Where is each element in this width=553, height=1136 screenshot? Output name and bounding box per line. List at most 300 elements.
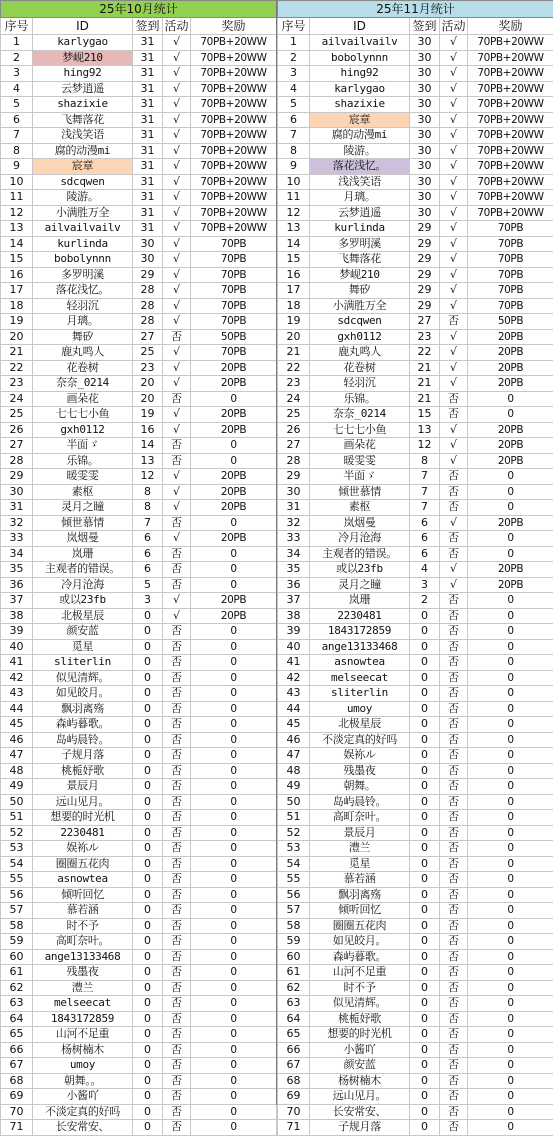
row-reward: 0	[468, 1042, 553, 1058]
november-stats-panel	[277, 0, 553, 1136]
row-index: 22	[278, 360, 310, 376]
table-row	[278, 329, 553, 345]
row-id: 朝舞。	[310, 779, 410, 795]
row-activity: √	[163, 422, 191, 438]
row-reward: 0	[191, 686, 277, 702]
row-checkin: 30	[410, 205, 440, 221]
row-activity: √	[440, 298, 468, 314]
table-row	[278, 996, 553, 1012]
table-row	[1, 159, 277, 175]
row-activity: 否	[163, 980, 191, 996]
table-row	[1, 1120, 277, 1136]
row-id: 飞舞落花	[310, 252, 410, 268]
table-row	[1, 66, 277, 82]
table-row	[1, 701, 277, 717]
row-index: 1	[278, 35, 310, 51]
row-index: 27	[278, 438, 310, 454]
table-row	[1, 1073, 277, 1089]
row-activity: √	[440, 515, 468, 531]
row-activity: 否	[440, 655, 468, 671]
table-row	[1, 639, 277, 655]
row-index: 11	[278, 190, 310, 206]
row-activity: 否	[440, 763, 468, 779]
row-reward: 0	[468, 391, 553, 407]
row-activity: √	[163, 159, 191, 175]
table-row	[278, 407, 553, 423]
row-checkin: 27	[410, 314, 440, 330]
table-row	[1, 484, 277, 500]
row-id: 慕若涵	[310, 872, 410, 888]
row-activity: 否	[163, 391, 191, 407]
row-index: 57	[278, 903, 310, 919]
table-row	[278, 965, 553, 981]
row-reward: 70PB+20WW	[468, 66, 553, 82]
row-id: 飘羽离殇	[33, 701, 133, 717]
row-id: 灵月之瞳	[310, 577, 410, 593]
row-reward: 20PB	[191, 376, 277, 392]
row-activity: √	[440, 35, 468, 51]
row-checkin: 0	[410, 825, 440, 841]
row-checkin: 29	[410, 252, 440, 268]
row-activity: 否	[163, 577, 191, 593]
row-index: 54	[1, 856, 33, 872]
row-index: 47	[1, 748, 33, 764]
table-row	[1, 577, 277, 593]
row-checkin: 0	[410, 1011, 440, 1027]
row-reward: 70PB	[191, 345, 277, 361]
row-index: 31	[1, 500, 33, 516]
row-activity: √	[163, 190, 191, 206]
row-checkin: 0	[133, 841, 163, 857]
table-row	[278, 1089, 553, 1105]
row-id: 月璃。	[33, 314, 133, 330]
row-reward: 0	[191, 825, 277, 841]
row-index: 70	[278, 1104, 310, 1120]
row-index: 42	[1, 670, 33, 686]
row-activity: √	[440, 422, 468, 438]
row-index: 62	[278, 980, 310, 996]
row-checkin: 6	[133, 531, 163, 547]
row-activity: √	[440, 143, 468, 159]
row-activity: 否	[440, 593, 468, 609]
row-checkin: 29	[410, 298, 440, 314]
row-checkin: 0	[410, 1089, 440, 1105]
table-row	[1, 624, 277, 640]
october-title-row	[1, 1, 277, 18]
row-activity: 否	[163, 794, 191, 810]
row-activity: √	[440, 97, 468, 113]
table-row	[278, 112, 553, 128]
row-activity: 否	[163, 686, 191, 702]
row-id: 主观者的错误。	[310, 546, 410, 562]
row-reward: 70PB+20WW	[191, 128, 277, 144]
table-row	[278, 453, 553, 469]
row-index: 64	[278, 1011, 310, 1027]
row-checkin: 0	[133, 655, 163, 671]
table-row	[1, 376, 277, 392]
row-activity: √	[163, 593, 191, 609]
row-id: 或以23fb	[310, 562, 410, 578]
row-checkin: 0	[133, 825, 163, 841]
row-checkin: 30	[410, 81, 440, 97]
row-id: 梦岘210	[33, 50, 133, 66]
row-id: 山河不足重	[310, 965, 410, 981]
row-index: 62	[1, 980, 33, 996]
row-reward: 0	[468, 546, 553, 562]
row-reward: 0	[468, 469, 553, 485]
row-activity: √	[440, 221, 468, 237]
row-index: 66	[1, 1042, 33, 1058]
row-index: 49	[1, 779, 33, 795]
row-reward: 0	[468, 887, 553, 903]
table-row	[1, 314, 277, 330]
row-index: 17	[1, 283, 33, 299]
row-reward: 70PB+20WW	[468, 50, 553, 66]
row-checkin: 0	[410, 686, 440, 702]
row-id: 画朵花	[33, 391, 133, 407]
row-id: 1843172859	[33, 1011, 133, 1027]
row-index: 61	[278, 965, 310, 981]
row-index: 42	[278, 670, 310, 686]
table-row	[1, 205, 277, 221]
row-activity: √	[163, 407, 191, 423]
row-checkin: 0	[410, 934, 440, 950]
row-activity: 否	[440, 1011, 468, 1027]
row-id: melseecat	[33, 996, 133, 1012]
row-activity: 否	[440, 949, 468, 965]
row-checkin: 0	[410, 1058, 440, 1074]
row-index: 58	[1, 918, 33, 934]
row-activity: 否	[440, 934, 468, 950]
row-reward: 0	[191, 1042, 277, 1058]
row-reward: 0	[191, 872, 277, 888]
row-reward: 0	[468, 949, 553, 965]
row-index: 13	[278, 221, 310, 237]
row-reward: 20PB	[468, 329, 553, 345]
row-reward: 0	[468, 686, 553, 702]
row-index: 69	[278, 1089, 310, 1105]
row-index: 70	[1, 1104, 33, 1120]
table-row	[278, 841, 553, 857]
row-checkin: 0	[133, 763, 163, 779]
row-activity: √	[440, 205, 468, 221]
row-checkin: 0	[410, 701, 440, 717]
table-row	[278, 825, 553, 841]
row-activity: 否	[440, 531, 468, 547]
table-row	[1, 221, 277, 237]
row-reward: 70PB	[191, 283, 277, 299]
row-id: sdcqwen	[33, 174, 133, 190]
table-row	[1, 608, 277, 624]
row-reward: 70PB	[191, 267, 277, 283]
table-row	[1, 515, 277, 531]
row-index: 38	[278, 608, 310, 624]
row-index: 60	[1, 949, 33, 965]
row-reward: 0	[191, 1058, 277, 1074]
row-activity: 否	[440, 1027, 468, 1043]
row-id: 倾世慕情	[310, 484, 410, 500]
table-row	[278, 360, 553, 376]
row-checkin: 31	[133, 35, 163, 51]
row-id: 远山见月。	[310, 1089, 410, 1105]
row-checkin: 31	[133, 128, 163, 144]
row-id: 素枢	[310, 500, 410, 516]
row-id: 乐锦。	[33, 453, 133, 469]
header-checkin: 签到	[133, 18, 163, 35]
row-id: 想要的时光机	[33, 810, 133, 826]
row-reward: 0	[468, 934, 553, 950]
row-checkin: 2	[410, 593, 440, 609]
table-row	[278, 686, 553, 702]
row-reward: 70PB+20WW	[191, 221, 277, 237]
row-index: 61	[1, 965, 33, 981]
table-row	[278, 1011, 553, 1027]
row-checkin: 30	[410, 66, 440, 82]
row-reward: 0	[191, 763, 277, 779]
row-reward: 70PB+20WW	[468, 205, 553, 221]
row-checkin: 0	[410, 872, 440, 888]
row-reward: 0	[191, 1027, 277, 1043]
row-activity: √	[440, 283, 468, 299]
row-index: 1	[1, 35, 33, 51]
table-row	[278, 190, 553, 206]
row-reward: 20PB	[191, 608, 277, 624]
row-checkin: 0	[133, 856, 163, 872]
row-checkin: 0	[410, 624, 440, 640]
row-reward: 0	[191, 841, 277, 857]
row-id: 陵游。	[310, 143, 410, 159]
table-row	[278, 608, 553, 624]
row-index: 59	[278, 934, 310, 950]
row-id: 1843172859	[310, 624, 410, 640]
row-reward: 0	[468, 748, 553, 764]
row-id: 子规月落	[310, 1120, 410, 1136]
row-index: 54	[278, 856, 310, 872]
row-reward: 70PB	[468, 252, 553, 268]
table-row	[278, 546, 553, 562]
row-checkin: 0	[133, 732, 163, 748]
row-reward: 0	[468, 763, 553, 779]
row-checkin: 30	[410, 128, 440, 144]
table-row	[278, 887, 553, 903]
row-reward: 0	[191, 577, 277, 593]
header-reward: 奖励	[191, 18, 277, 35]
row-activity: 否	[163, 717, 191, 733]
row-index: 19	[278, 314, 310, 330]
table-row	[278, 314, 553, 330]
row-activity: 否	[440, 639, 468, 655]
row-index: 24	[278, 391, 310, 407]
row-id: 岛屿晨铃。	[310, 794, 410, 810]
row-activity: 否	[440, 1089, 468, 1105]
row-checkin: 0	[133, 1073, 163, 1089]
table-row	[1, 407, 277, 423]
row-id: ailvailvailv	[33, 221, 133, 237]
row-id: 森屿暮歌。	[33, 717, 133, 733]
table-row	[278, 1073, 553, 1089]
header-checkin: 签到	[410, 18, 440, 35]
row-checkin: 0	[410, 779, 440, 795]
row-reward: 0	[191, 1073, 277, 1089]
row-checkin: 6	[410, 515, 440, 531]
row-id: asnowtea	[310, 655, 410, 671]
table-row	[278, 624, 553, 640]
row-activity: 否	[440, 810, 468, 826]
row-checkin: 0	[133, 686, 163, 702]
row-index: 5	[1, 97, 33, 113]
row-id: 多罗明溪	[33, 267, 133, 283]
row-activity: 否	[163, 810, 191, 826]
row-checkin: 0	[133, 1089, 163, 1105]
table-row	[1, 283, 277, 299]
row-id: 陵游。	[33, 190, 133, 206]
row-checkin: 0	[410, 748, 440, 764]
row-id: 似见清辉。	[33, 670, 133, 686]
row-reward: 70PB+20WW	[468, 143, 553, 159]
row-id: 杨树楠木	[33, 1042, 133, 1058]
row-checkin: 12	[410, 438, 440, 454]
table-row	[1, 934, 277, 950]
row-index: 15	[278, 252, 310, 268]
row-index: 9	[1, 159, 33, 175]
row-reward: 0	[468, 531, 553, 547]
row-index: 65	[278, 1027, 310, 1043]
table-row	[1, 872, 277, 888]
table-row	[1, 190, 277, 206]
row-reward: 70PB+20WW	[191, 35, 277, 51]
row-checkin: 0	[133, 810, 163, 826]
row-id: bobolynnn	[310, 50, 410, 66]
row-id: 长安常安、	[33, 1120, 133, 1136]
row-reward: 20PB	[468, 562, 553, 578]
row-activity: 否	[440, 841, 468, 857]
row-checkin: 0	[133, 1027, 163, 1043]
row-activity: 否	[440, 670, 468, 686]
row-id: sliterlin	[310, 686, 410, 702]
row-activity: 否	[163, 1089, 191, 1105]
row-id: 月璃。	[310, 190, 410, 206]
row-reward: 70PB+20WW	[468, 190, 553, 206]
row-checkin: 0	[410, 1104, 440, 1120]
row-index: 5	[278, 97, 310, 113]
row-checkin: 0	[133, 1120, 163, 1136]
row-index: 71	[278, 1120, 310, 1136]
row-checkin: 31	[133, 205, 163, 221]
row-checkin: 29	[410, 221, 440, 237]
row-activity: √	[163, 236, 191, 252]
row-activity: √	[440, 236, 468, 252]
row-reward: 20PB	[191, 407, 277, 423]
row-activity: 否	[163, 515, 191, 531]
row-reward: 20PB	[191, 422, 277, 438]
row-id: 高町奈叶。	[33, 934, 133, 950]
row-checkin: 0	[410, 996, 440, 1012]
table-row	[1, 670, 277, 686]
row-index: 71	[1, 1120, 33, 1136]
table-row	[1, 81, 277, 97]
row-activity: 否	[440, 484, 468, 500]
row-index: 25	[278, 407, 310, 423]
row-index: 12	[278, 205, 310, 221]
row-index: 50	[1, 794, 33, 810]
row-id: 舞矽	[33, 329, 133, 345]
row-id: 山河不足重	[33, 1027, 133, 1043]
row-index: 56	[278, 887, 310, 903]
row-reward: 0	[191, 639, 277, 655]
row-reward: 0	[191, 934, 277, 950]
table-row	[278, 376, 553, 392]
row-id: 鹿丸鸣人	[33, 345, 133, 361]
row-checkin: 0	[410, 903, 440, 919]
table-row	[278, 1027, 553, 1043]
row-index: 18	[1, 298, 33, 314]
table-row	[278, 500, 553, 516]
row-activity: 否	[440, 608, 468, 624]
november-title: 25年11月统计	[278, 1, 553, 18]
row-index: 23	[278, 376, 310, 392]
row-activity: 否	[440, 500, 468, 516]
row-id: 残墨夜	[310, 763, 410, 779]
row-checkin: 0	[133, 934, 163, 950]
row-reward: 20PB	[468, 438, 553, 454]
row-reward: 70PB+20WW	[468, 35, 553, 51]
row-activity: √	[440, 360, 468, 376]
row-activity: 否	[163, 562, 191, 578]
row-activity: √	[163, 469, 191, 485]
row-reward: 0	[468, 918, 553, 934]
row-activity: 否	[163, 1120, 191, 1136]
row-checkin: 13	[133, 453, 163, 469]
row-index: 8	[1, 143, 33, 159]
row-checkin: 0	[410, 856, 440, 872]
table-row	[278, 1042, 553, 1058]
table-row	[278, 174, 553, 190]
row-index: 67	[278, 1058, 310, 1074]
row-id: 觅星	[310, 856, 410, 872]
row-checkin: 30	[410, 35, 440, 51]
row-reward: 20PB	[191, 593, 277, 609]
row-index: 44	[278, 701, 310, 717]
row-activity: √	[163, 97, 191, 113]
row-checkin: 0	[410, 918, 440, 934]
row-activity: 否	[163, 329, 191, 345]
row-activity: 否	[163, 841, 191, 857]
row-activity: 否	[163, 996, 191, 1012]
row-index: 49	[278, 779, 310, 795]
row-checkin: 0	[410, 670, 440, 686]
row-activity: √	[163, 608, 191, 624]
row-checkin: 12	[133, 469, 163, 485]
table-row	[278, 391, 553, 407]
row-checkin: 30	[410, 112, 440, 128]
table-row	[1, 655, 277, 671]
row-id: 小酱吖	[310, 1042, 410, 1058]
row-index: 27	[1, 438, 33, 454]
row-index: 14	[1, 236, 33, 252]
row-activity: 否	[440, 1120, 468, 1136]
row-reward: 70PB+20WW	[191, 174, 277, 190]
table-row	[278, 50, 553, 66]
row-id: 半面ゞ	[310, 469, 410, 485]
row-index: 13	[1, 221, 33, 237]
row-reward: 0	[191, 655, 277, 671]
row-index: 34	[1, 546, 33, 562]
row-id: 小酱吖	[33, 1089, 133, 1105]
row-index: 31	[278, 500, 310, 516]
row-reward: 0	[191, 546, 277, 562]
table-row	[278, 732, 553, 748]
row-activity: √	[440, 66, 468, 82]
